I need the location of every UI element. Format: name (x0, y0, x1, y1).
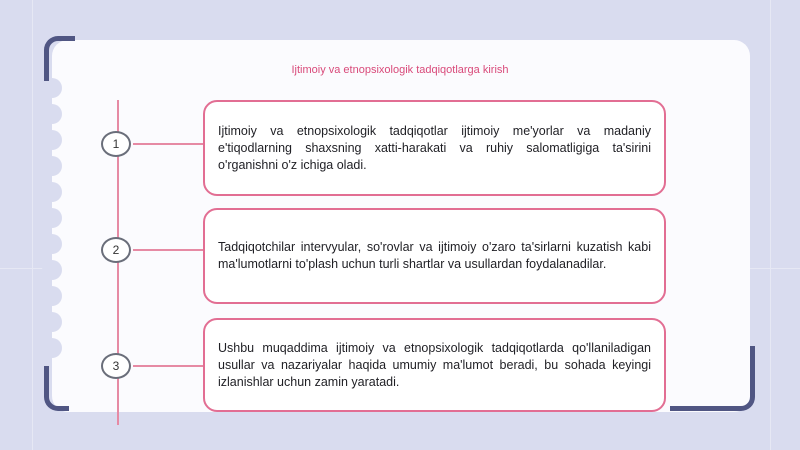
corner-bracket-bottom-right (670, 346, 755, 411)
step-box-2 (203, 208, 666, 304)
step-number-1: 1 (101, 131, 131, 157)
corner-bracket-bottom-left (44, 366, 69, 411)
card-notch (42, 78, 62, 98)
card-notch (42, 208, 62, 228)
step-box-1 (203, 100, 666, 196)
step-connector-3 (133, 365, 203, 367)
step-number-3: 3 (101, 353, 131, 379)
card-notch (42, 130, 62, 150)
card-notch (42, 182, 62, 202)
step-text-3: Ushbu muqaddima ijtimoiy va etnopsixologik tadqiqotlarda qo'llaniladigan usullar va nazariyalar haqida umumiy ma'lumot beradi, bu sohada keyingi izlanishlar uchun zamin yaratadi. (218, 340, 651, 389)
card-notch (42, 104, 62, 124)
step-number-2: 2 (101, 237, 131, 263)
card-notch (42, 156, 62, 176)
step-text-1: Ijtimoiy va etnopsixologik tadqiqotlar ijtimoiy me'yorlar va madaniy e'tiqodlarning shaxsning xatti-harakati va ruhiy salomatligiga ta'sirini o'rganishni o'z ichiga oladi. (218, 123, 651, 172)
slide-title: Ijtimoiy va etnopsixologik tadqiqotlarga kirish (291, 64, 509, 76)
card-notch (42, 234, 62, 254)
card-notch (42, 312, 62, 332)
card-notch (42, 286, 62, 306)
step-connector-2 (133, 249, 203, 251)
step-connector-1 (133, 143, 203, 145)
step-box-3 (203, 318, 666, 412)
card-notch (42, 338, 62, 358)
card-notch (42, 260, 62, 280)
step-text-2: Tadqiqotchilar intervyular, so'rovlar va ijtimoiy o'zaro ta'sirlarni kuzatish kabi ma'lumotlarni to'plash uchun turli shartlar va usullardan foydalanadilar. (218, 240, 651, 271)
